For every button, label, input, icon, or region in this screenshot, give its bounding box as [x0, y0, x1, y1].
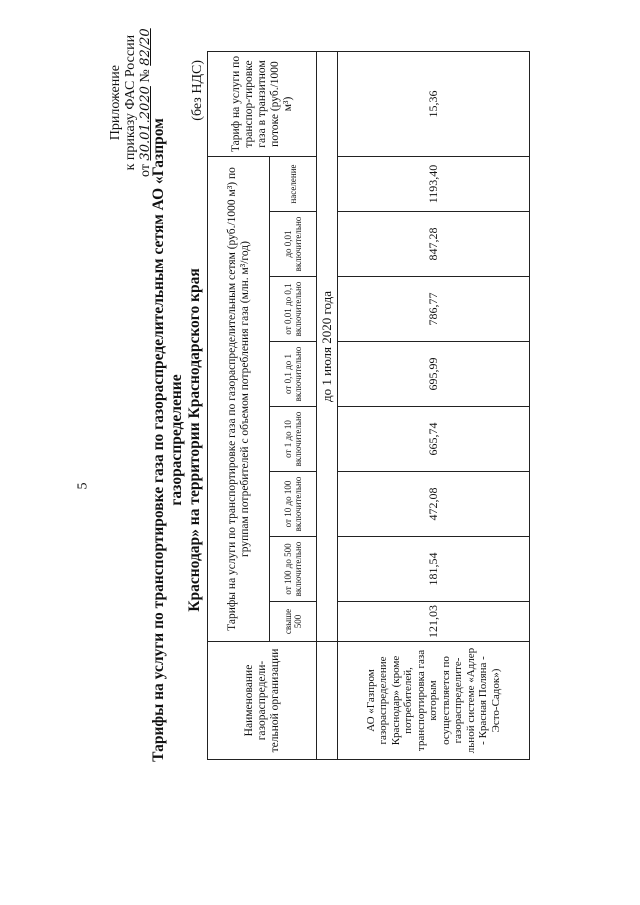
band-header: свыше 500	[270, 602, 317, 642]
band-header: от 100 до 500 включительно	[270, 537, 317, 602]
order-number-label: №	[138, 69, 153, 83]
table-period-row	[317, 52, 338, 760]
appendix-order-reference: к приказу ФАС России	[123, 34, 138, 171]
header-org-name: Наименование газораспредели-тельной организации	[208, 642, 317, 760]
tariff-value: 121,03	[338, 602, 530, 642]
page-number: 5	[75, 482, 91, 490]
tariff-value: 786,77	[338, 277, 530, 342]
tariff-value: 181,54	[338, 537, 530, 602]
document-title-line-2: Краснодар» на территории Краснодарского края	[186, 268, 203, 612]
table-row	[338, 52, 530, 760]
band-header: от 10 до 100 включительно	[270, 472, 317, 537]
tariff-value: 695,99	[338, 342, 530, 407]
appendix-stamp	[108, 28, 153, 177]
document-title-line-1: Тарифы на услуги по транспортировке газа по газораспределительным сетям АО «Газпром газораспределение	[150, 118, 185, 762]
tariff-table	[207, 51, 530, 760]
org-name-cell: АО «Газпром газораспределение Краснодар» (кроме потребителей, транспортировка газа которым осуществляется по газораспределите-льной системе «Адлер - Красная Поляна - Эсто-Садок»)	[338, 642, 530, 760]
period-label: до 1 июля 2020 года	[317, 52, 338, 642]
transit-tariff-value: 15,36	[338, 52, 530, 157]
vat-note: (без НДС)	[190, 60, 205, 121]
table-header-row	[208, 52, 270, 760]
header-transit-tariff: Тариф на услуги по транспор-тировке газа в транзитном потоке (руб./1000 м³)	[208, 52, 317, 157]
period-empty-cell	[317, 642, 338, 760]
band-header: от 0,01 до 0,1 включительно	[270, 277, 317, 342]
appendix-label: Приложение	[108, 65, 123, 141]
order-date: 30.01.2020	[138, 86, 153, 161]
tariff-value: 665,74	[338, 407, 530, 472]
band-header: от 0,1 до 1 включительно	[270, 342, 317, 407]
band-header: до 0,01 включительно	[270, 212, 317, 277]
order-number: 82/20	[138, 28, 153, 66]
tariff-value: 1193,40	[338, 157, 530, 212]
order-date-prefix: от	[138, 164, 153, 177]
band-header: население	[270, 157, 317, 212]
header-tariff-groups: Тарифы на услуги по транспортировке газа по газораспределительным сетям (руб./1000 м³) по группам потребителей с объемом потребления газа (млн. м³/год)	[208, 157, 270, 642]
tariff-value: 472,08	[338, 472, 530, 537]
band-header: от 1 до 10 включительно	[270, 407, 317, 472]
tariff-value: 847,28	[338, 212, 530, 277]
